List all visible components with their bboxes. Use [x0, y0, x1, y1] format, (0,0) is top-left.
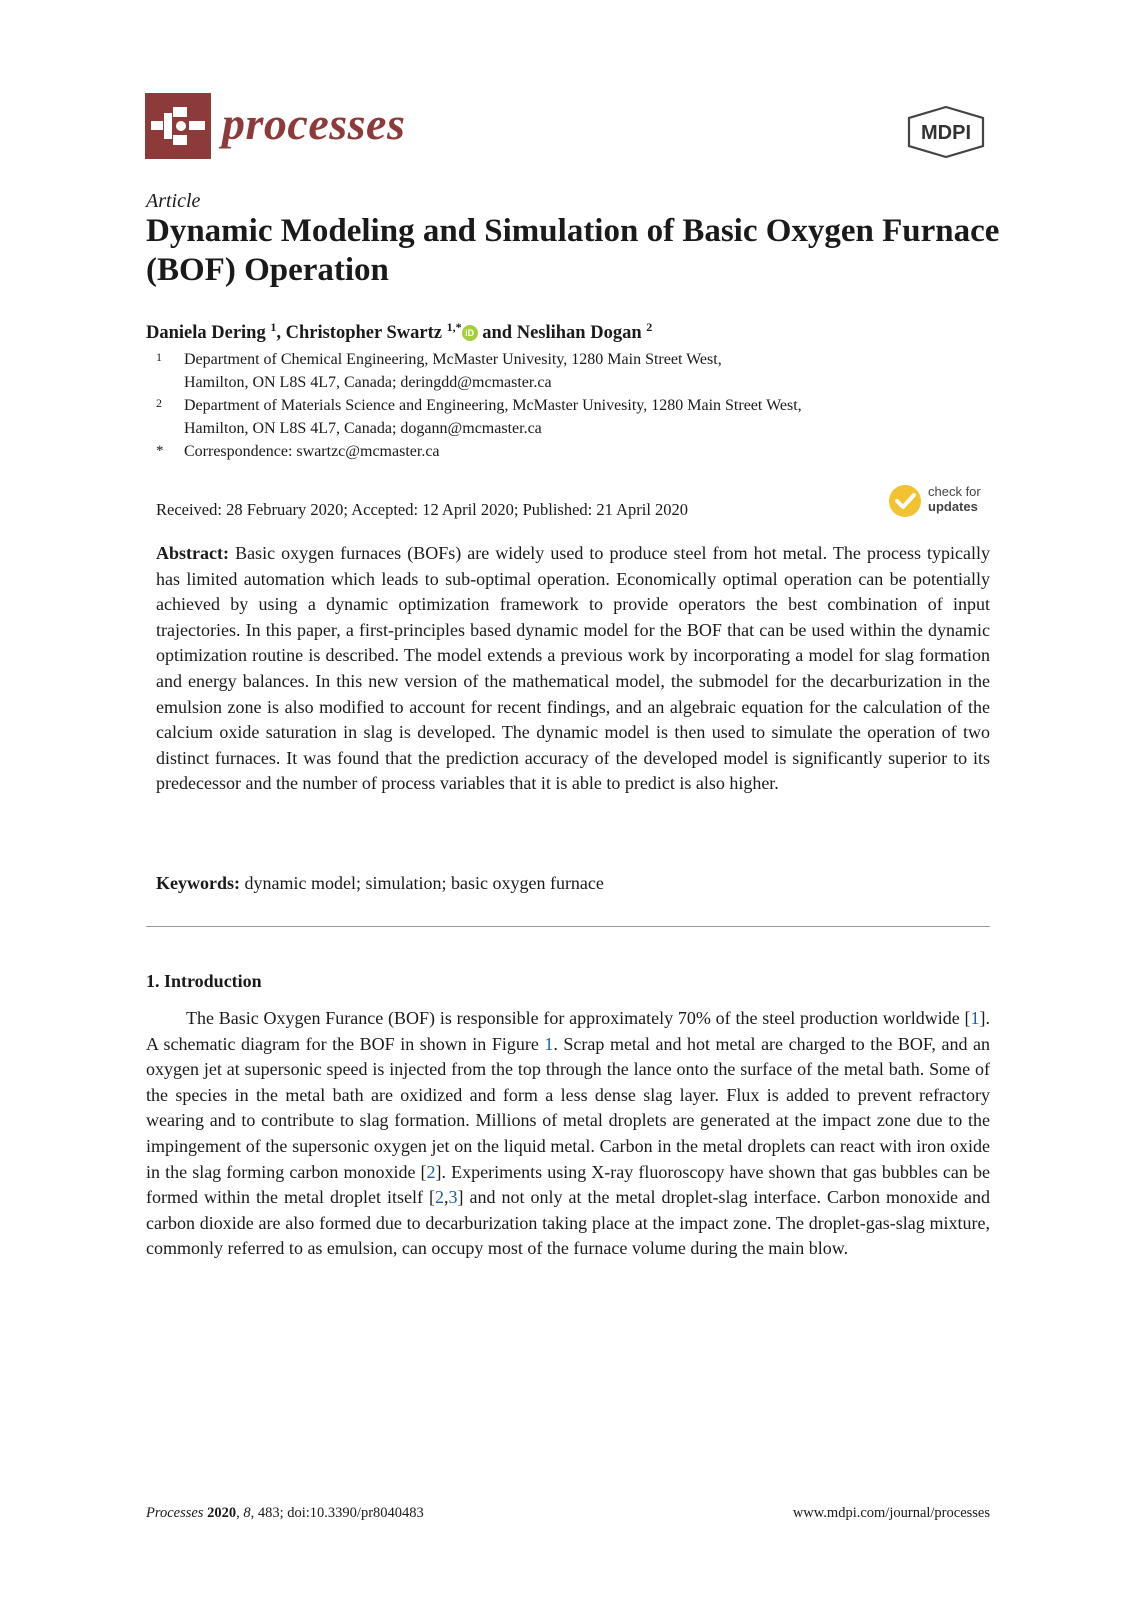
- affiliation-ref: 1: [270, 320, 277, 334]
- introduction-body: [146, 1006, 990, 1262]
- check-updates-line1: check for: [928, 484, 981, 499]
- article-type: Article: [146, 190, 201, 212]
- keywords-label: Keywords:: [156, 873, 240, 893]
- citation-link[interactable]: 2: [435, 1187, 445, 1208]
- paragraph-text: . Scrap metal and hot metal are charged to the BOF, and an oxygen jet at supersonic speed is injected from the top through the lance onto the surface of the metal bath. Some of the species in the metal bath are oxidized and form a less dense slag layer. Flux is added to prevent refractory wearing and to contribute to slag formation. Millions of metal droplets are generated at the impact zone due to the impingement of the supersonic oxygen jet on the liquid metal. Carbon in the metal droplets can react with iron oxide in the slag forming carbon monoxide [: [146, 1033, 990, 1182]
- footer-citation: Processes 2020, 8, 483; doi:10.3390/pr8040483: [146, 1505, 424, 1521]
- affiliation-line: Department of Chemical Engineering, McMaster Univesity, 1280 Main Street West,: [184, 351, 722, 368]
- keywords: [156, 873, 604, 894]
- paragraph-text: ]. Experiments using X-ray fluoroscopy have shown that gas bubbles can be formed within the metal droplet itself [: [146, 1161, 990, 1208]
- affiliation-mark: *: [156, 443, 164, 459]
- author-conjunction: and: [482, 323, 513, 344]
- paper-title: Dynamic Modeling and Simulation of Basic Oxygen Furnace (BOF) Operation: [146, 213, 1000, 288]
- author-name[interactable]: Daniela Dering: [146, 323, 266, 344]
- affiliation-mark: 1: [156, 350, 162, 364]
- paragraph-text: ,: [444, 1187, 449, 1208]
- section-heading: 1. Introduction: [146, 971, 262, 991]
- author-name[interactable]: Neslihan Dogan: [516, 323, 642, 344]
- abstract: [156, 541, 990, 797]
- check-for-updates-button[interactable]: [888, 482, 993, 518]
- journal-name: processes: [222, 98, 406, 149]
- citation-link[interactable]: 3: [448, 1187, 458, 1208]
- abstract-text: Basic oxygen furnaces (BOFs) are widely used to produce steel from hot metal. The process typically has limited automation which leads to sub-optimal operation. Economically optimal operation can be potentially achieved by using a dynamic optimization framework to provide operators the best combination of input trajectories. In this paper, a first-principles based dynamic model for the BOF that can be used within the dynamic optimization routine is described. The model extends a previous work by incorporating a model for slag formation and energy balances. In this new version of the mathematical model, the submodel for the decarburization in the emulsion zone is also modified to account for recent findings, and an algebraic equation for the calculation of the calcium oxide saturation in slag is developed. The dynamic model is then used to simulate the operation of two distinct furnaces. It was found that the prediction accuracy of the developed model is significantly superior to its predecessor and the number of process variables that it is able to predict is also higher.: [156, 543, 991, 794]
- footer-volume: 8: [243, 1505, 251, 1521]
- orcid-icon[interactable]: iD: [462, 325, 478, 341]
- checkmark-badge-icon: [888, 484, 922, 518]
- affiliation-1: [156, 348, 722, 394]
- footer-journal: Processes: [146, 1505, 204, 1521]
- correspondence: [156, 440, 440, 463]
- paragraph-text: The Basic Oxygen Furance (BOF) is responsible for approximately 70% of the steel production worldwide [: [186, 1008, 971, 1028]
- publisher-logo-icon: [905, 104, 987, 160]
- publisher-name: MDPI: [921, 122, 971, 144]
- footer-doi[interactable]: , 483; doi:10.3390/pr8040483: [250, 1505, 424, 1521]
- affiliation-line: Hamilton, ON L8S 4L7, Canada; deringdd@mcmaster.ca: [184, 374, 552, 391]
- author-name[interactable]: Christopher Swartz: [285, 323, 442, 344]
- citation-link[interactable]: 1: [970, 1008, 980, 1028]
- paragraph-text: ] and not only at the metal droplet-slag interface. Carbon monoxide and carbon dioxide are also formed due to decarburization taking place at the impact zone. The droplet-gas-slag mixture, commonly referred to as emulsion, can occupy most of the furnace volume during the main blow.: [146, 1187, 990, 1259]
- affiliation-line: Department of Materials Science and Engineering, McMaster Univesity, 1280 Main Street West,: [184, 397, 802, 414]
- affiliation-line: Hamilton, ON L8S 4L7, Canada; dogann@mcmaster.ca: [184, 420, 542, 437]
- publication-dates: Received: 28 February 2020; Accepted: 12 April 2020; Published: 21 April 2020: [156, 500, 689, 519]
- affiliation-ref: 2: [646, 320, 653, 334]
- affiliation-2: [156, 394, 802, 440]
- author-list: Daniela Dering $^1$, Christopher Swartz $^{1,*}$ iD and Neslihan Dogan $^2$: [146, 320, 653, 344]
- affiliation-mark: 2: [156, 396, 162, 410]
- affiliation-ref: 1,*: [446, 320, 462, 334]
- citation-link[interactable]: 2: [426, 1161, 436, 1182]
- check-updates-line2: updates: [928, 499, 978, 514]
- figure-link[interactable]: 1: [544, 1033, 554, 1054]
- paragraph-text: ]. A schematic diagram for the BOF in shown in Figure: [146, 1008, 990, 1054]
- footer-url[interactable]: www.mdpi.com/journal/processes: [792, 1505, 990, 1521]
- section-divider: [146, 926, 990, 927]
- journal-logo-icon: [145, 93, 211, 159]
- correspondence-line[interactable]: Correspondence: swartzc@mcmaster.ca: [184, 443, 440, 460]
- keywords-text: dynamic model; simulation; basic oxygen furnace: [244, 873, 604, 893]
- paragraph: [146, 1006, 990, 1262]
- footer-year: 2020: [207, 1505, 237, 1521]
- abstract-label: Abstract:: [156, 543, 229, 563]
